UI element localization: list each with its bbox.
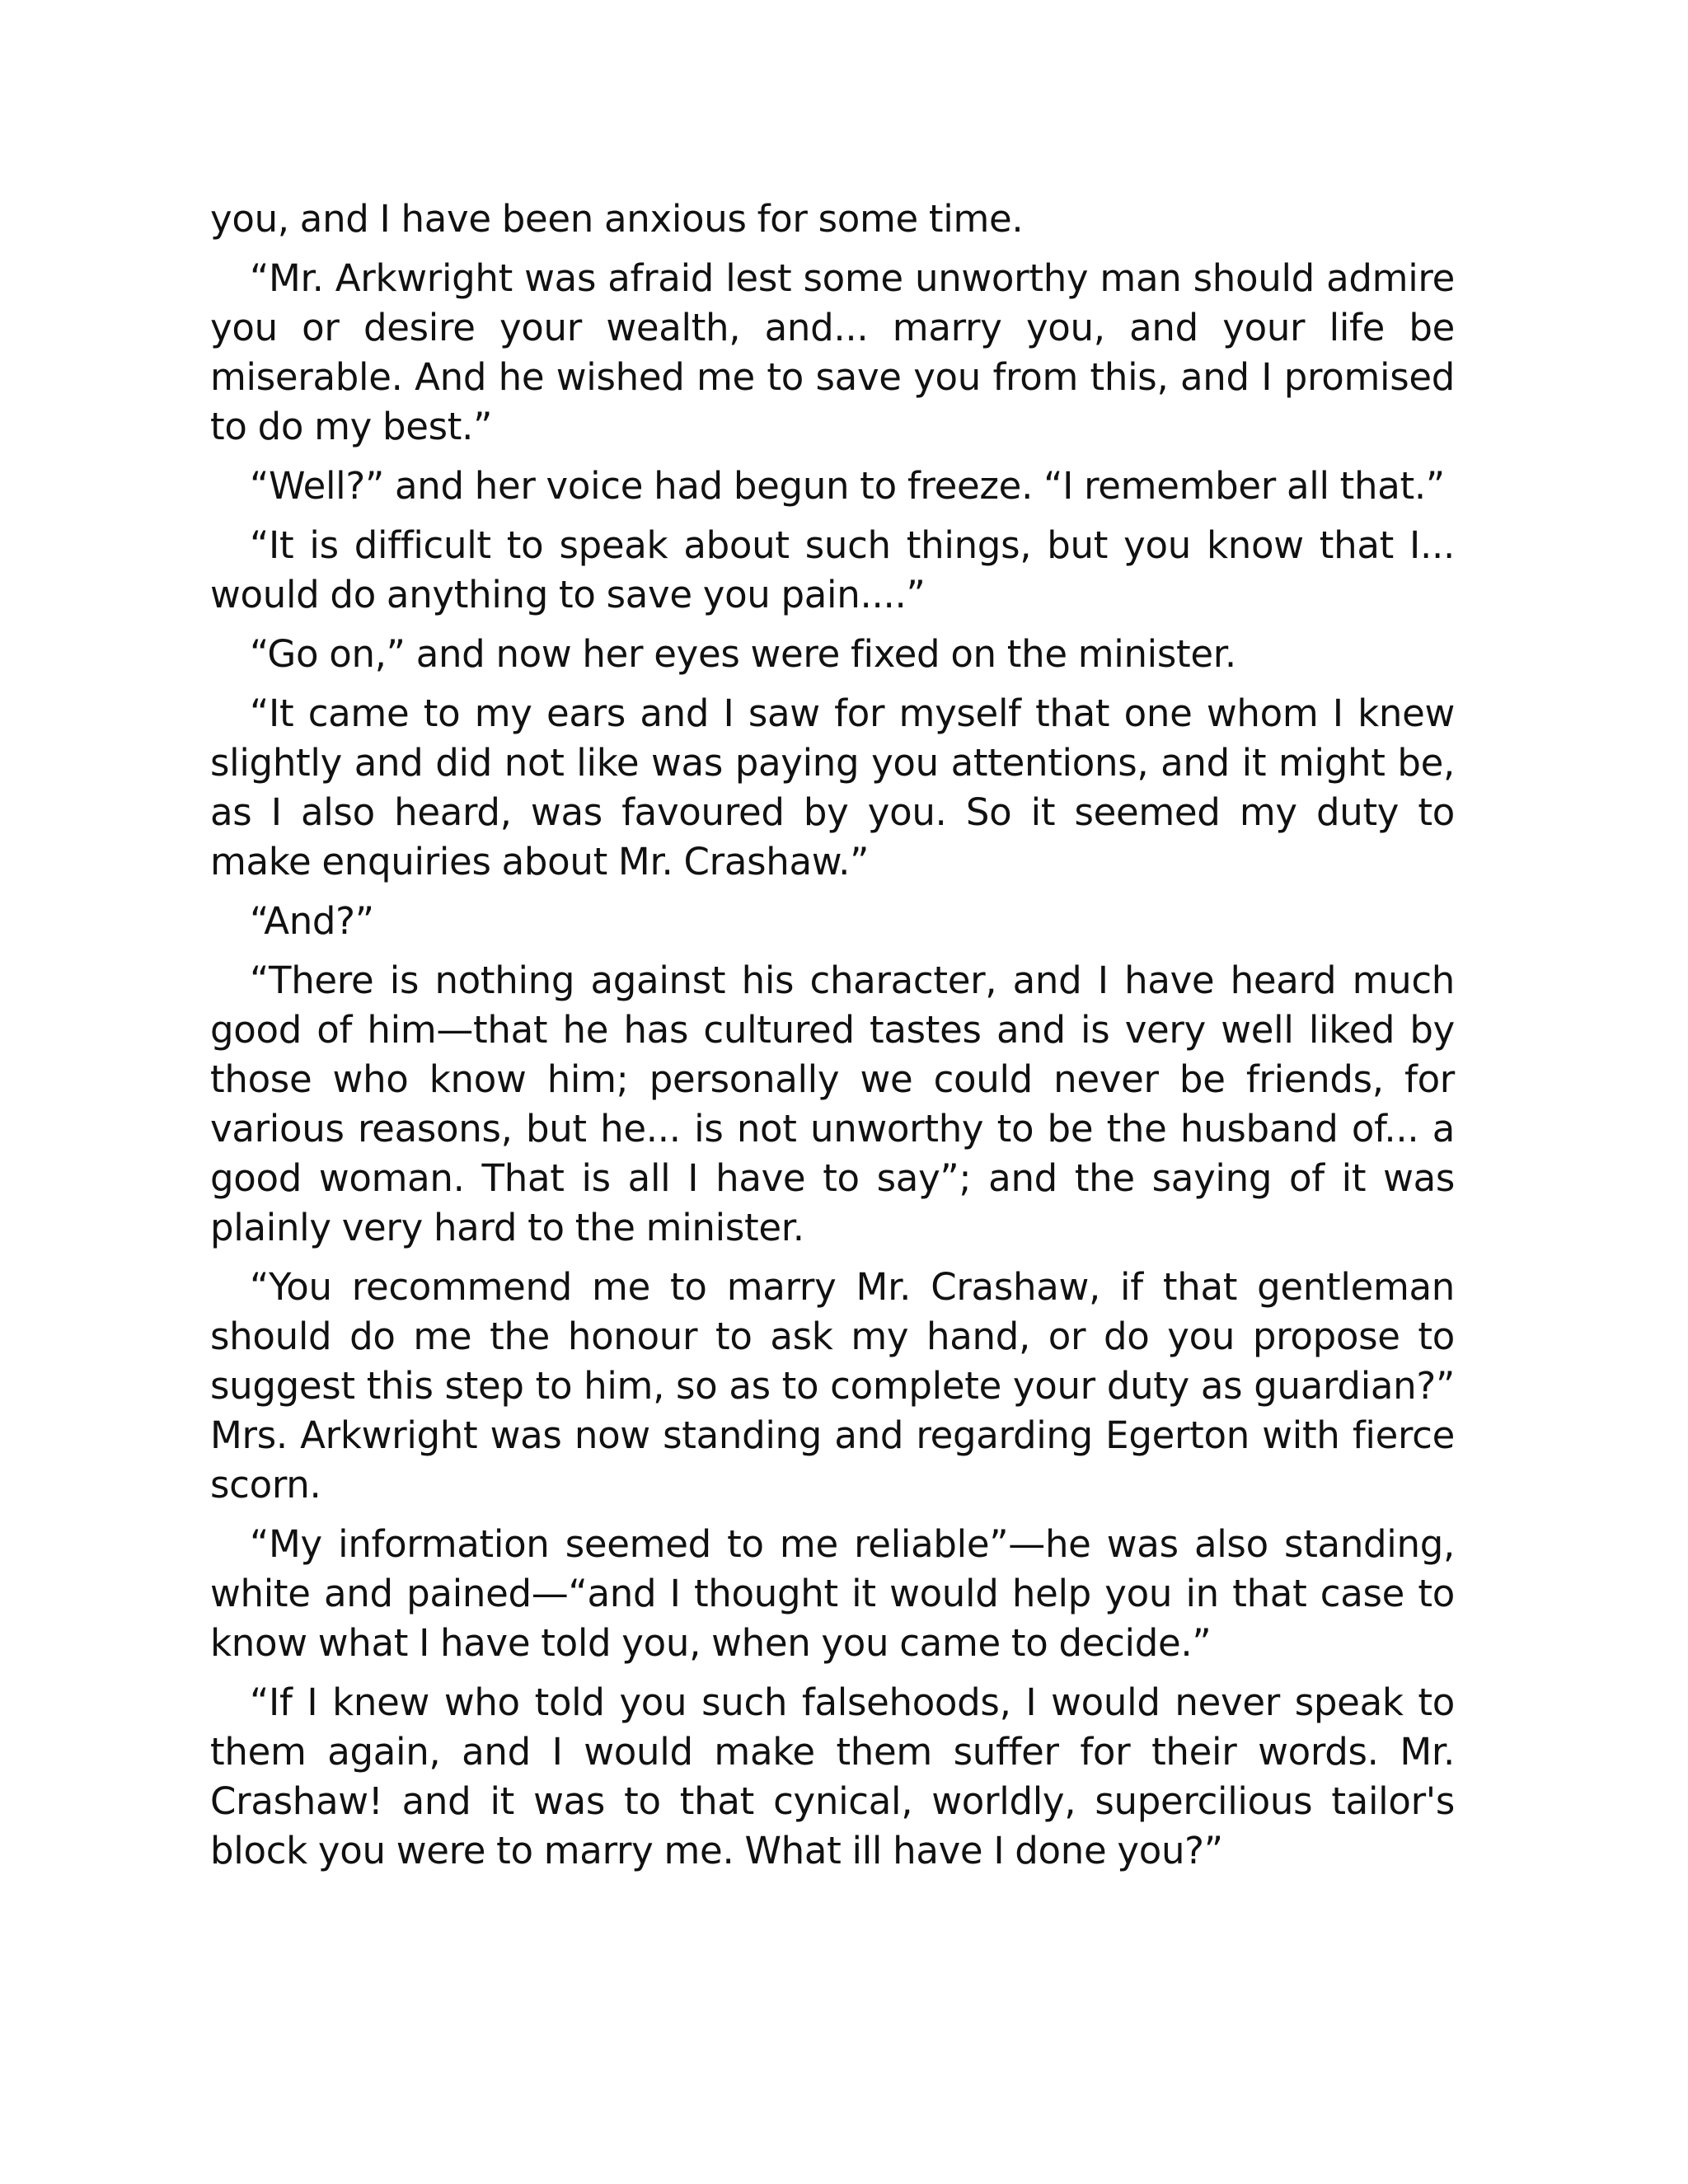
paragraph: “Well?” and her voice had begun to freeze. “I remember all that.” [250, 464, 1445, 508]
paragraph: “Mr. Arkwright was afraid lest some unworthy man should admire you or desire your wealth, and... marry you, and your life be miserable. And he wished me to save you from this, and I promised to do my best.” [210, 256, 1455, 448]
page-body [210, 194, 1455, 1886]
paragraph: “If I knew who told you such falsehoods, I would never speak to them again, and I would make them suffer for their words. Mr. Crashaw! and it was to that cynical, worldly, supercilious tailor's block you were to marry me. What ill have I done you?” [210, 1680, 1455, 1872]
paragraph: “And?” [250, 899, 374, 943]
paragraph: “Go on,” and now her eyes were fixed on the minister. [250, 632, 1236, 676]
paragraph: “My information seemed to me reliable”—he was also standing, white and pained—“and I thought it would help you in that case to know what I have told you, when you came to decide.” [210, 1522, 1455, 1665]
paragraph: “There is nothing against his character, and I have heard much good of him—that he has cultured tastes and is very well liked by those who know him; personally we could never be friends, for various reasons, but he... is not unworthy to be the husband of... a good woman. That is all I have to say”; and the saying of it was plainly very hard to the minister. [210, 958, 1455, 1249]
paragraph: you, and I have been anxious for some time. [210, 197, 1024, 241]
paragraph: “It came to my ears and I saw for myself that one whom I knew slightly and did not like was paying you attentions, and it might be, as I also heard, was favoured by you. So it seemed my duty to make enquiries about Mr. Crashaw.” [210, 691, 1455, 883]
paragraph: “It is difficult to speak about such things, but you know that I... would do anything to save you pain....” [210, 523, 1455, 616]
paragraph: “You recommend me to marry Mr. Crashaw, if that gentleman should do me the honour to ask my hand, or do you propose to suggest this step to him, so as to complete your duty as guardian?” Mrs. Arkwright was now standing and regarding Egerton with fierce scorn. [210, 1265, 1455, 1507]
